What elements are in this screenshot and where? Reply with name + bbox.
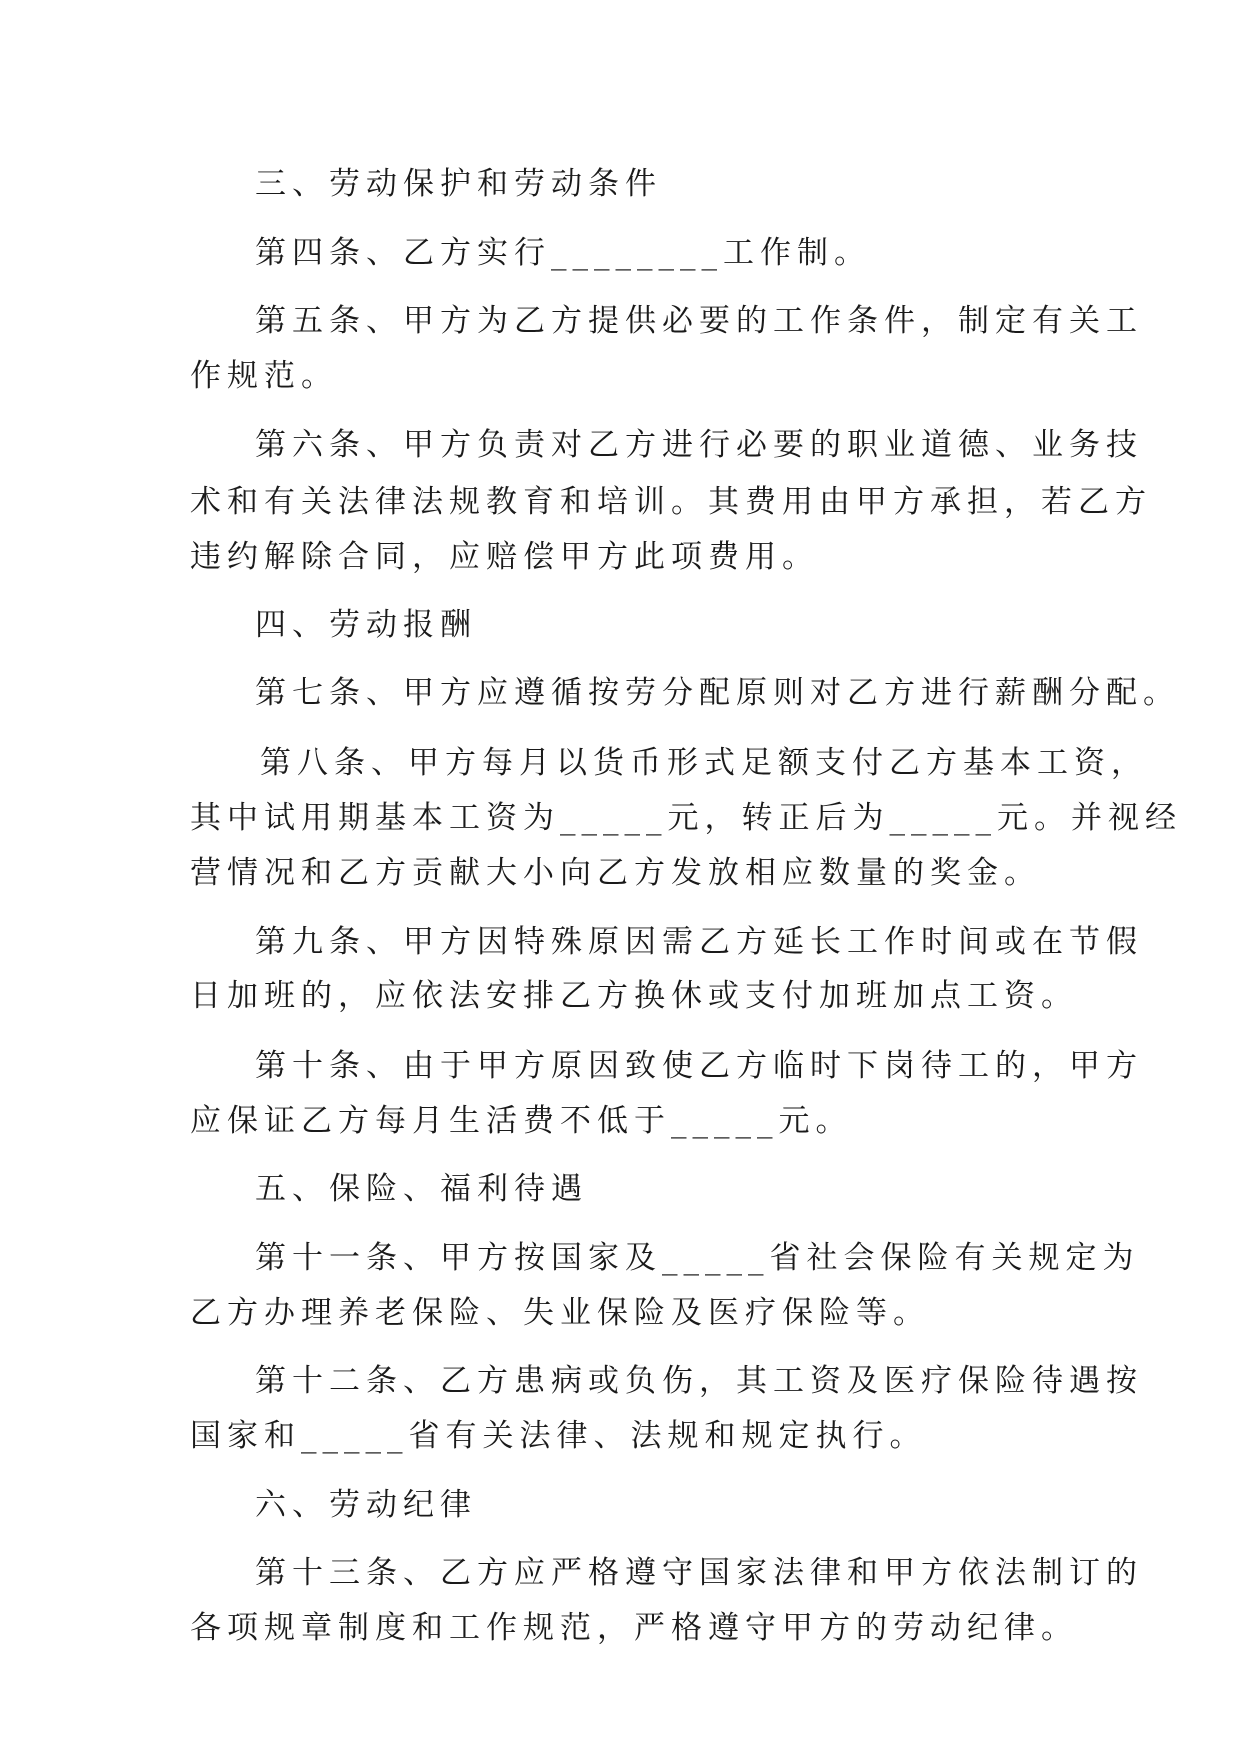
article-8-line-2: 其中试用期基本工资为_____元，转正后为_____元。并视经 (190, 800, 1182, 836)
section-heading-discipline: 六、劳动纪律 (255, 1487, 477, 1523)
article-12-line-1: 第十二条、乙方患病或负伤，其工资及医疗保险待遇按 (255, 1363, 1143, 1399)
article-9-line-1: 第九条、甲方因特殊原因需乙方延长工作时间或在节假 (255, 924, 1143, 960)
section-heading-remuneration: 四、劳动报酬 (255, 607, 477, 643)
article-8-line-3: 营情况和乙方贡献大小向乙方发放相应数量的奖金。 (190, 855, 1041, 891)
article-11-line-2: 乙方办理养老保险、失业保险及医疗保险等。 (190, 1295, 930, 1331)
article-13-line-1: 第十三条、乙方应严格遵守国家法律和甲方依法制订的 (255, 1555, 1143, 1591)
article-10-line-1: 第十条、由于甲方原因致使乙方临时下岗待工的，甲方 (255, 1048, 1143, 1084)
article-11-line-1: 第十一条、甲方按国家及_____省社会保险有关规定为 (255, 1240, 1140, 1276)
section-heading-labor-protection: 三、劳动保护和劳动条件 (255, 166, 662, 202)
article-8-line-1: 第八条、甲方每月以货币形式足额支付乙方基本工资， (260, 745, 1148, 781)
article-9-line-2: 日加班的，应依法安排乙方换休或支付加班加点工资。 (190, 978, 1078, 1014)
article-12-line-2: 国家和_____省有关法律、法规和规定执行。 (190, 1418, 927, 1454)
section-heading-insurance: 五、保险、福利待遇 (255, 1171, 588, 1207)
article-5-line-1: 第五条、甲方为乙方提供必要的工作条件，制定有关工 (255, 303, 1143, 339)
article-6-line-1: 第六条、甲方负责对乙方进行必要的职业道德、业务技 (255, 427, 1143, 463)
article-13-line-2: 各项规章制度和工作规范，严格遵守甲方的劳动纪律。 (190, 1610, 1078, 1646)
article-5-line-2: 作规范。 (190, 358, 338, 394)
article-6-line-2: 术和有关法律法规教育和培训。其费用由甲方承担，若乙方 (190, 484, 1152, 520)
article-4-line-1: 第四条、乙方实行________工作制。 (255, 235, 871, 271)
article-7-line-1: 第七条、甲方应遵循按劳分配原则对乙方进行薪酬分配。 (255, 675, 1180, 711)
article-6-line-3: 违约解除合同，应赔偿甲方此项费用。 (190, 539, 819, 575)
article-10-line-2: 应保证乙方每月生活费不低于_____元。 (190, 1103, 853, 1139)
